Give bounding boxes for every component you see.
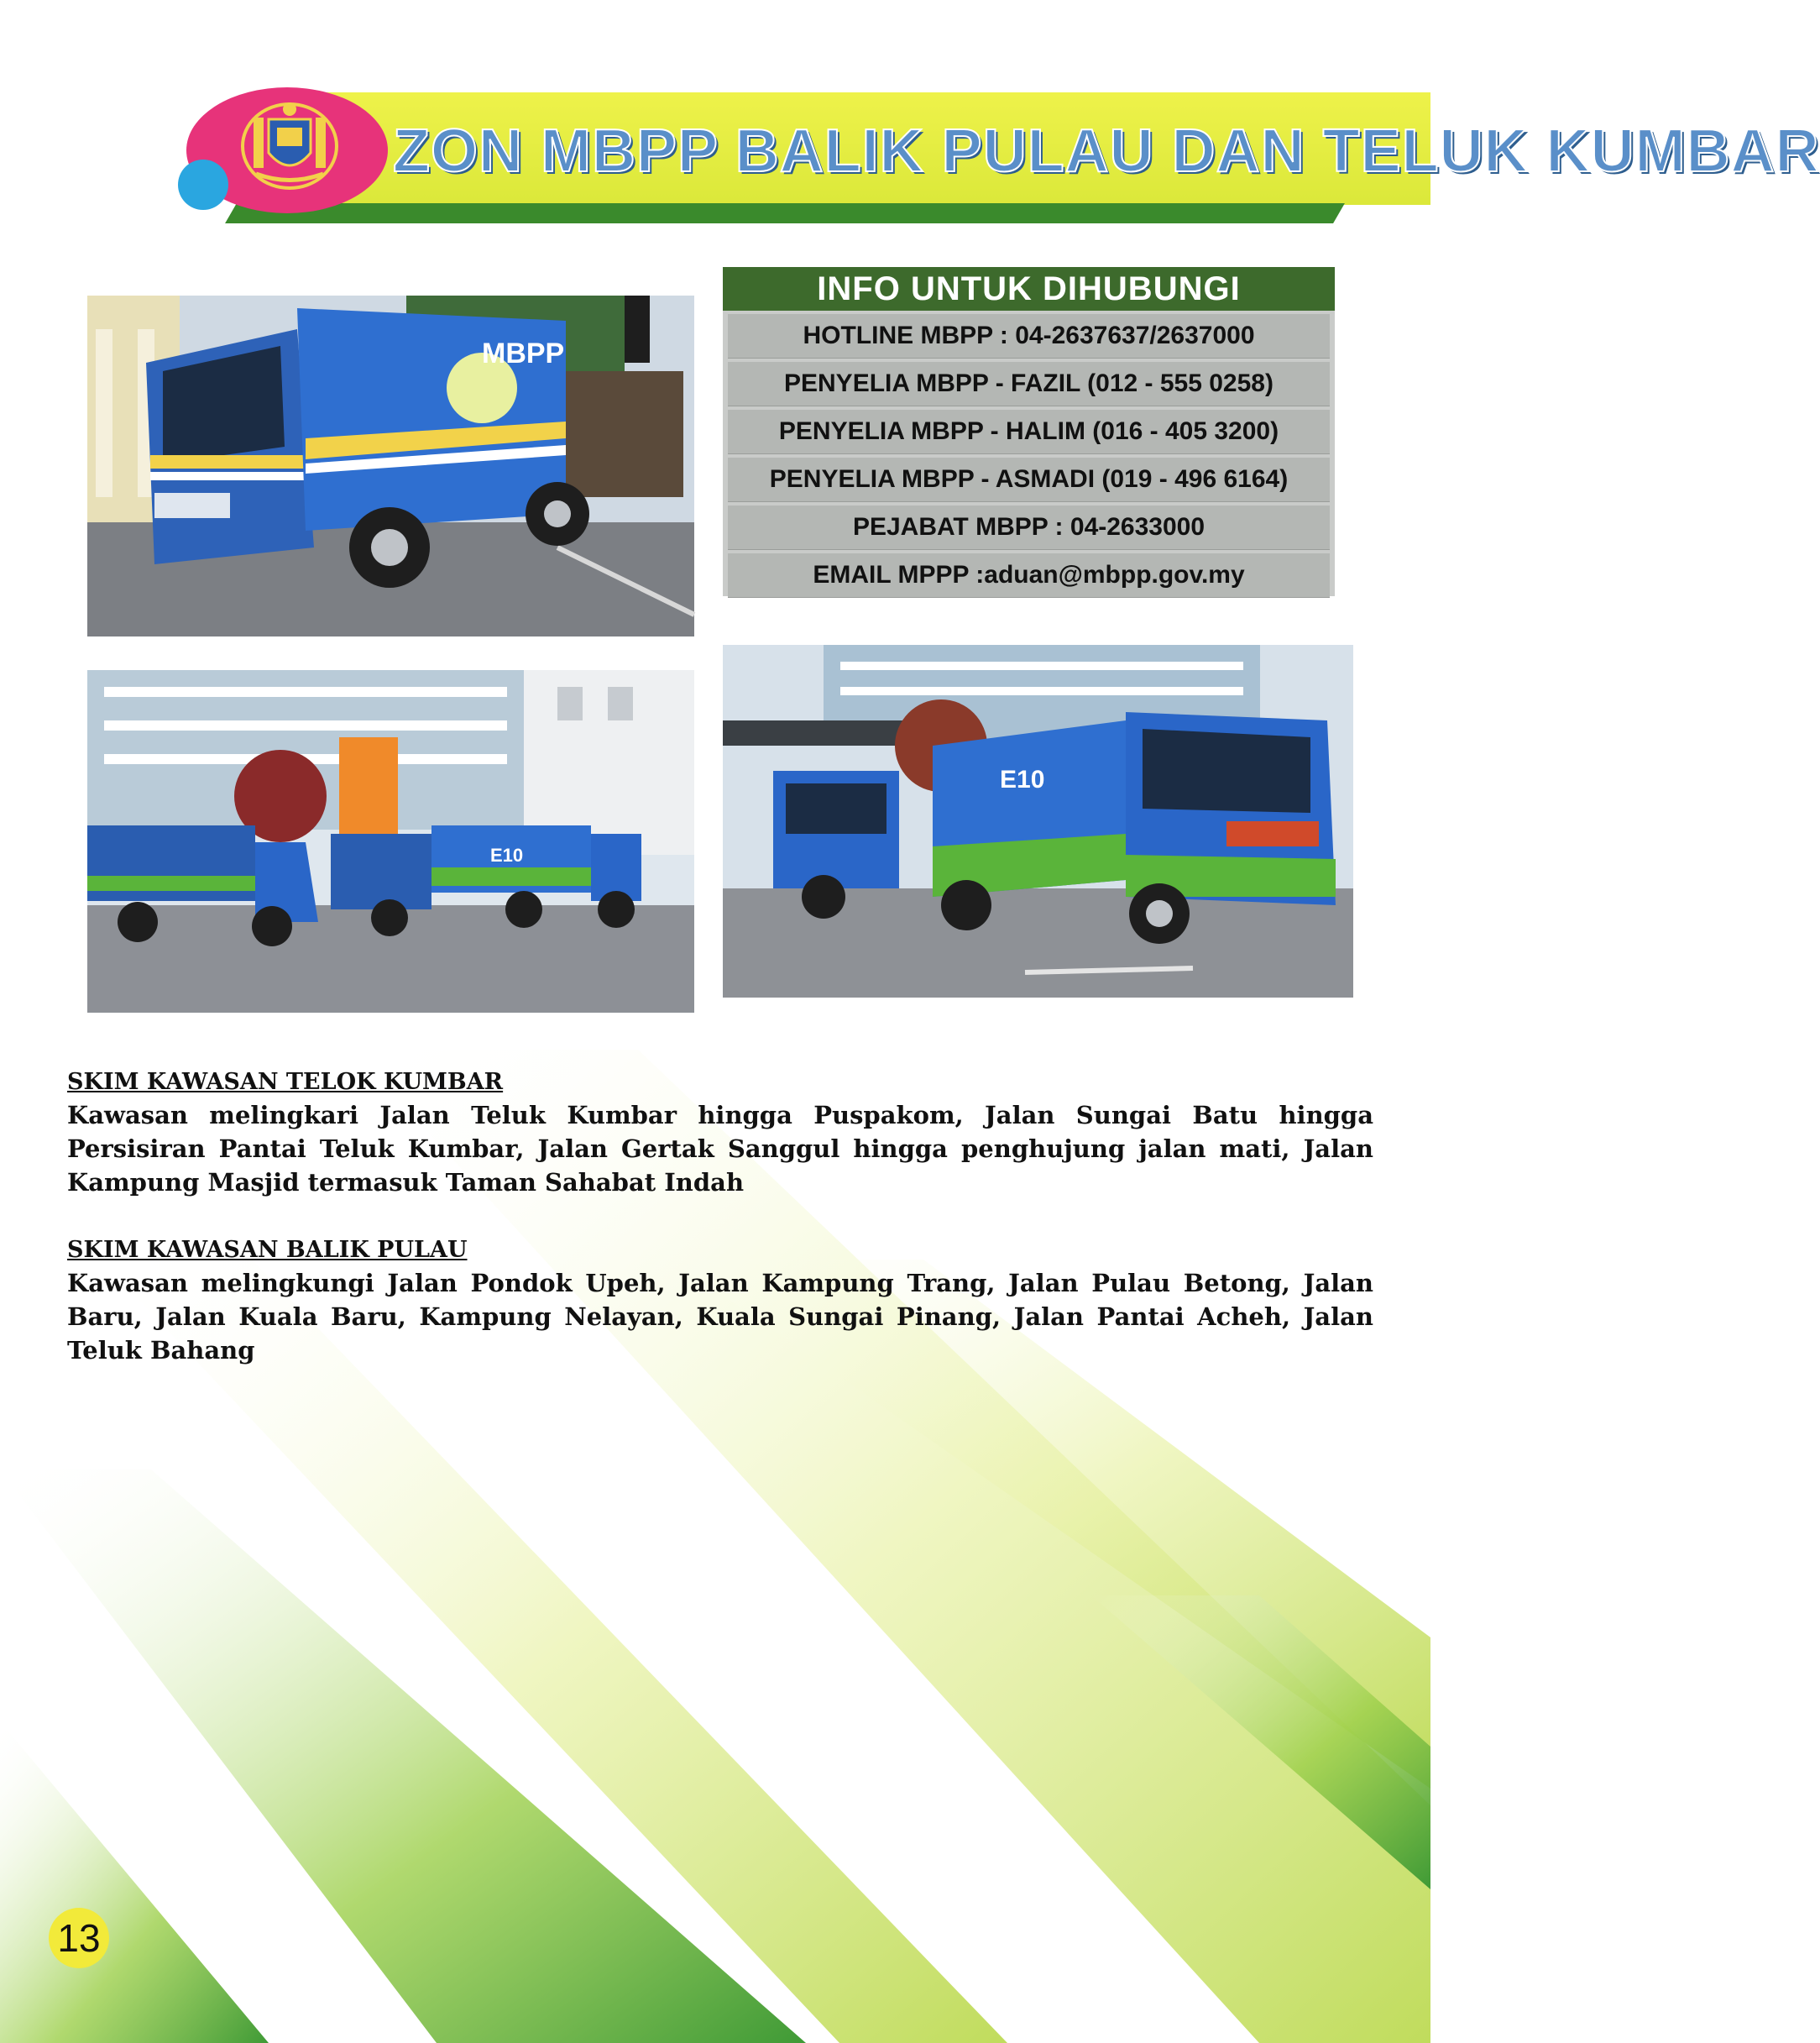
mbpp-crest-icon	[235, 94, 344, 195]
section-title: SKIM KAWASAN TELOK KUMBAR	[67, 1069, 504, 1095]
banner-underline	[225, 203, 1345, 223]
contact-office: PEJABAT MBPP : 04-2633000	[728, 506, 1330, 550]
photo-blue-garbage-truck	[87, 296, 694, 636]
contact-supervisor-asmadi: PENYELIA MBPP - ASMADI (019 - 496 6164)	[728, 458, 1330, 502]
contact-email: EMAIL MPPP :aduan@mbpp.gov.my	[728, 553, 1330, 598]
truck-body-label: E10	[490, 845, 524, 866]
photo-truck-fleet	[87, 670, 694, 1013]
contact-info-box	[723, 267, 1335, 596]
page-number: 13	[49, 1908, 109, 1968]
section-telok-kumbar	[67, 1066, 1373, 1199]
section-title: SKIM KAWASAN BALIK PULAU	[67, 1237, 468, 1263]
accent-dot	[178, 160, 228, 210]
truck-body-label: E10	[1000, 766, 1045, 794]
truck-body-label: MBPP	[482, 338, 565, 369]
contact-supervisor-fazil: PENYELIA MBPP - FAZIL (012 - 555 0258)	[728, 362, 1330, 406]
contact-supervisor-halim: PENYELIA MBPP - HALIM (016 - 405 3200)	[728, 410, 1330, 454]
section-body: Kawasan melingkungi Jalan Pondok Upeh, Jalan Kampung Trang, Jalan Pulau Betong, Jalan Baru, Jalan Kuala Baru, Kampung Nelayan, Kuala Sungai Pinang, Jalan Pantai Acheh, Jalan Teluk Bahang	[67, 1269, 1373, 1365]
section-body: Kawasan melingkari Jalan Teluk Kumbar hingga Puspakom, Jalan Sungai Batu hingga Persisiran Pantai Teluk Kumbar, Jalan Gertak Sanggul hingga penghujung jalan mati, Jalan Kampung Masjid termasuk Taman Sahabat Indah	[67, 1101, 1373, 1197]
page-title: ZON MBPP BALIK PULAU DAN TELUK KUMBAR	[393, 118, 1820, 185]
section-balik-pulau	[67, 1234, 1373, 1367]
photo-truck-pair	[723, 645, 1353, 998]
contact-info-title: INFO UNTUK DIHUBUNGI	[723, 267, 1335, 311]
contact-hotline: HOTLINE MBPP : 04-2637637/2637000	[728, 314, 1330, 359]
